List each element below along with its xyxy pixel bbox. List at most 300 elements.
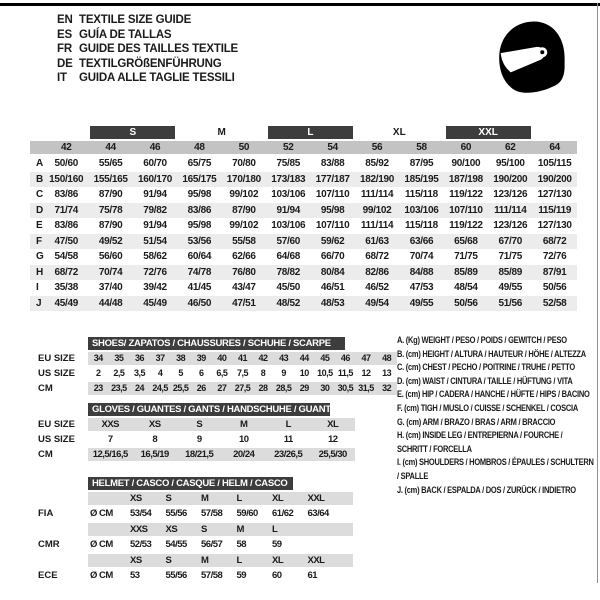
measurement-value: 83/86 (54, 220, 78, 232)
textile-group-header-row (30, 126, 577, 139)
shoes-value: 30 (320, 383, 330, 394)
measurement-value: 190/200 (493, 173, 528, 185)
helmet-value: 61/62 (272, 508, 294, 520)
helmet-value: 57/58 (201, 508, 223, 520)
measurement-value: 170/180 (226, 173, 261, 185)
helmet-row-band (88, 492, 353, 505)
measurement-value: 71/74 (54, 204, 78, 216)
shoes-value: 5 (178, 368, 183, 379)
helmet-value: L (236, 492, 242, 504)
helmet-row-label: ECE (38, 570, 58, 582)
row-label: E (36, 220, 43, 232)
measurement-value: 75/85 (276, 158, 300, 170)
legend-item: F. (cm) TIGH / MUSLO / CUISSE / SCHENKEL / COSCIA (397, 402, 578, 413)
measurement-value: 44/48 (98, 297, 123, 309)
shoes-value: 32 (382, 383, 392, 394)
measurement-value: 123/126 (493, 220, 528, 232)
measurement-value: 107/110 (315, 189, 350, 201)
measurement-value: 70/74 (409, 251, 434, 263)
measurement-value: 48/53 (320, 297, 345, 309)
legend-item: A. (Kg) WEIGHT / PESO / POIDS / GEWITCH / PESO (397, 335, 567, 345)
shoes-row (30, 352, 397, 365)
size-group-XXL: XXL (444, 126, 533, 139)
measurement-value: 160/170 (137, 173, 173, 185)
helmet-value: XL (272, 492, 284, 504)
textile-row-F (30, 234, 577, 250)
helmet-value: 57/58 (201, 570, 223, 582)
row-label: I (36, 282, 39, 294)
gloves-value: 8 (152, 433, 158, 445)
measurement-value: 87/90 (98, 189, 123, 201)
shoes-size-table (30, 337, 397, 397)
shoes-row-label: US SIZE (38, 367, 75, 379)
measurement-value: 155/165 (93, 173, 128, 185)
shoes-value: 40 (217, 353, 227, 364)
gloves-row-label: US SIZE (38, 433, 75, 445)
size-number: 56 (371, 141, 383, 153)
measurement-value: 111/114 (360, 220, 394, 232)
measurement-value: 46/50 (187, 297, 212, 309)
textile-row-J (30, 296, 577, 312)
size-number: 60 (460, 141, 472, 153)
measurement-value: 45/49 (54, 297, 78, 309)
size-number: 42 (60, 141, 72, 153)
gloves-size-table (30, 403, 355, 463)
measurement-value: 87/90 (232, 204, 256, 216)
helmet-row (30, 492, 353, 505)
measurement-value: 119/122 (449, 220, 483, 232)
measurement-value: 123/126 (493, 189, 528, 201)
gloves-row-band (88, 418, 355, 431)
gloves-value: 9 (196, 433, 202, 445)
measurement-value: 55/58 (232, 235, 256, 247)
shoes-value: 24 (134, 383, 144, 394)
measurement-value: 72/76 (542, 251, 567, 263)
row-label: F (36, 235, 43, 247)
shoes-value: 48 (382, 353, 392, 364)
textile-size-number-row (30, 141, 577, 154)
helmet-row-label (30, 554, 88, 567)
size-group-blank (30, 126, 88, 139)
size-number: 50 (238, 141, 250, 153)
measurement-value: 87/91 (542, 266, 567, 278)
measurement-value: 35/38 (54, 282, 78, 294)
helmet-unit-label: Ø CM (90, 508, 113, 520)
helmet-value: XXL (307, 492, 325, 504)
legend-item: D. (cm) WAIST / CINTURA / TAILLE / HÜFTUNG / VITA (397, 375, 573, 386)
gloves-row-label: EU SIZE (38, 418, 75, 430)
helmet-value: XL (272, 554, 284, 566)
legend-item: B. (cm) HEIGHT / ALTURA / HAUTEUR / HÖHE / ALTEZZA (397, 348, 586, 359)
measurement-value: 82/86 (365, 266, 389, 278)
racing-helmet-icon (493, 17, 570, 103)
measurement-value: 70/80 (232, 158, 256, 170)
helmet-row-label (30, 523, 88, 536)
textile-row-H (30, 265, 577, 281)
shoes-value: 23 (93, 383, 103, 394)
helmet-row (30, 554, 353, 567)
shoes-value: 7,5 (236, 368, 248, 379)
measurement-value: 66/70 (320, 251, 345, 263)
measurement-value: 68/72 (365, 251, 389, 263)
size-number: 48 (194, 141, 205, 153)
shoes-row-label: CM (38, 382, 53, 394)
measurement-value: 51/54 (143, 235, 167, 247)
language-title: GUIDA ALLE TAGLIE TESSILI (79, 72, 235, 84)
measurement-value: 105/115 (537, 158, 572, 170)
measurement-value: 49/54 (365, 297, 389, 309)
helmet-value: 60 (272, 570, 282, 582)
measurement-value: 75/78 (98, 204, 123, 216)
language-code: FR (57, 43, 72, 55)
language-title: TEXTILGRÖßENFÜHRUNG (79, 57, 222, 70)
gloves-table-rows (30, 418, 355, 461)
measurement-value: 46/52 (365, 282, 389, 294)
gloves-value: XXS (101, 418, 119, 430)
shoes-value: 11,5 (337, 368, 353, 379)
helmet-value: S (165, 554, 172, 566)
helmet-value: M (201, 554, 209, 566)
measurement-value: 72/76 (143, 266, 167, 278)
measurement-value: 56/60 (98, 251, 123, 263)
textile-size-table (30, 126, 577, 311)
measurement-value: 165/175 (182, 173, 217, 185)
gloves-value: L (285, 418, 291, 430)
measurement-value: 49/55 (498, 282, 523, 294)
language-row (57, 42, 238, 57)
measurement-value: 71/75 (454, 251, 478, 263)
legend-item: G. (cm) ARM / BRAZO / BRAS / ARM / BRACCIO (397, 416, 556, 427)
top-border-line (0, 3, 600, 6)
size-number: 54 (327, 141, 338, 153)
language-title: GUÍA DE TALLAS (79, 28, 172, 41)
gloves-value: 7 (107, 433, 113, 445)
helmet-value: L (236, 554, 242, 566)
shoes-value: 6 (199, 368, 204, 379)
helmet-value: S (165, 492, 172, 504)
measurement-value: 84/88 (409, 266, 434, 278)
size-number: 44 (105, 141, 116, 153)
measurement-value: 50/60 (54, 158, 78, 170)
size-number: 46 (149, 141, 161, 153)
measurement-value: 95/98 (187, 220, 212, 232)
size-group-M: M (217, 126, 226, 138)
measurement-value: 45/49 (143, 297, 167, 309)
measurement-value: 61/63 (365, 235, 389, 247)
measurement-value: 83/86 (187, 204, 212, 216)
textile-row-A (30, 156, 577, 172)
measurement-value: 95/98 (320, 204, 345, 216)
shoes-value: 47 (361, 353, 371, 364)
shoes-value: 10,5 (317, 368, 333, 379)
measurement-value: 53/56 (187, 235, 212, 247)
measurement-value: 49/55 (409, 297, 434, 309)
shoes-value: 6,5 (216, 368, 228, 379)
shoes-value: 28 (258, 383, 268, 394)
right-border-line (597, 3, 598, 583)
language-code: DE (57, 57, 73, 70)
helmet-row-band (88, 523, 353, 536)
helmet-value: 54/55 (165, 539, 187, 551)
shoes-row-label: EU SIZE (38, 352, 75, 364)
legend-item: E. (cm) HIP / CADERA / HANCHE / HÜFTE / HIPS / BACINO (397, 389, 590, 400)
measurement-value: 54/58 (54, 251, 78, 263)
measurement-value: 91/94 (276, 204, 300, 216)
shoes-value: 13 (382, 368, 392, 379)
measurement-value: 74/78 (187, 266, 212, 278)
measurement-value: 78/82 (276, 266, 300, 278)
measurement-value: 50/56 (542, 282, 567, 294)
measurement-value: 60/70 (143, 158, 167, 170)
language-header (57, 13, 238, 86)
helmet-row (30, 523, 353, 536)
measurement-legend (397, 334, 594, 497)
shoes-value: 27,5 (234, 383, 251, 394)
helmet-value: XXS (130, 523, 148, 535)
shoes-value: 45 (320, 353, 330, 364)
size-group-XL: XL (392, 126, 406, 138)
measurement-value: 55/65 (98, 158, 123, 170)
measurement-value: 85/92 (365, 158, 389, 170)
shoes-value: 29 (299, 383, 309, 394)
shoes-value: 38 (176, 353, 186, 364)
size-number: 58 (416, 141, 427, 153)
shoes-row (30, 382, 397, 395)
measurement-value: 115/118 (404, 189, 438, 201)
size-group-L: L (266, 126, 355, 139)
gloves-value: 11 (283, 433, 293, 445)
helmet-value: 52/53 (130, 539, 152, 551)
measurement-value: 95/98 (187, 189, 212, 201)
legend-item: I. (cm) SHOULDERS / HOMBROS / ÉPAULES / SCHULTERN / SPALLE (397, 457, 594, 481)
language-row (57, 28, 238, 43)
shoes-row-band (88, 352, 397, 365)
measurement-value: 107/110 (315, 220, 350, 232)
measurement-value: 111/114 (494, 204, 527, 216)
row-label: B (36, 173, 44, 185)
helmet-value: XS (130, 492, 142, 504)
size-group-blank (533, 126, 577, 139)
helmet-value: 56/57 (201, 539, 223, 551)
helmet-value (303, 539, 339, 552)
gloves-value: 10 (238, 433, 249, 445)
measurement-value: 83/86 (54, 189, 78, 201)
measurement-value: 119/122 (449, 189, 483, 201)
size-group-S: S (88, 126, 177, 139)
shoes-value: 27 (217, 383, 227, 394)
measurement-value: 43/47 (232, 282, 256, 294)
helmet-value: 63/64 (307, 508, 329, 520)
measurement-value: 99/102 (229, 220, 259, 232)
helmet-value: 59 (272, 539, 282, 551)
gloves-row-band (88, 448, 355, 461)
helmet-row-label (30, 492, 88, 505)
helmet-unit-label: Ø CM (90, 539, 113, 551)
gloves-value: XS (148, 418, 161, 430)
helmet-unit-label (88, 492, 125, 505)
row-label: C (36, 189, 44, 201)
gloves-value: M (240, 418, 248, 430)
gloves-row-band (88, 433, 355, 446)
shoes-value: 46 (340, 353, 350, 364)
legend-item: C. (cm) CHEST / PECHO / POITRINE / TRUHE / PETTO (397, 362, 575, 373)
measurement-value: 85/89 (454, 266, 478, 278)
shoes-value: 42 (258, 353, 268, 364)
measurement-value: 46/51 (320, 282, 345, 294)
shoes-value: 30,5 (337, 383, 354, 394)
helmet-row-band (88, 508, 353, 521)
gloves-row (30, 418, 355, 431)
measurement-value: 47/51 (232, 297, 256, 309)
measurement-value: 64/68 (276, 251, 300, 263)
measurement-value: 187/198 (448, 173, 483, 185)
shoes-value: 44 (299, 353, 309, 364)
helmet-value: 58 (236, 539, 247, 551)
measurement-value: 103/106 (404, 204, 439, 216)
gloves-value: 23/26,5 (274, 448, 303, 460)
measurement-value: 57/60 (276, 235, 300, 247)
measurement-value: 177/187 (315, 173, 350, 185)
row-label: D (36, 204, 44, 216)
row-label: A (36, 158, 44, 170)
measurement-value: 60/64 (187, 251, 212, 263)
measurement-value: 45/50 (276, 282, 300, 294)
measurement-value: 39/42 (143, 282, 167, 294)
measurement-value: 173/183 (271, 173, 306, 185)
measurement-value: 99/102 (362, 204, 392, 216)
helmet-row-label: CMR (38, 539, 60, 551)
measurement-value: 62/66 (232, 251, 256, 263)
helmet-table-rows (30, 492, 353, 582)
textile-row-C (30, 187, 577, 203)
helmet-value: 53/54 (130, 508, 152, 520)
measurement-value: 185/195 (404, 173, 439, 185)
helmet-unit-label (88, 523, 125, 536)
measurement-value: 49/52 (98, 235, 123, 247)
measurement-value: 63/66 (409, 235, 434, 247)
textile-row-G (30, 249, 577, 265)
measurement-value: 51/56 (498, 297, 523, 309)
measurement-value: 41/45 (187, 282, 212, 294)
measurement-value: 71/75 (498, 251, 523, 263)
helmet-value: 59/60 (236, 508, 258, 520)
shoes-value: 12 (361, 368, 371, 379)
gloves-value: 16,5/19 (140, 448, 169, 460)
gloves-row (30, 433, 355, 446)
measurement-value: 48/54 (454, 282, 478, 294)
measurement-value: 182/190 (360, 173, 395, 185)
shoes-value: 24,5 (152, 383, 168, 394)
helmet-unit-label (88, 554, 125, 567)
textile-row-E (30, 218, 577, 234)
gloves-row-label: CM (38, 448, 53, 460)
helmet-row (30, 570, 353, 583)
measurement-value: 65/75 (187, 158, 212, 170)
shoes-table-rows (30, 352, 397, 395)
gloves-value: 20/24 (233, 448, 255, 460)
measurement-value: 50/56 (454, 297, 478, 309)
helmet-value: L (272, 523, 278, 535)
shoes-value: 2,5 (113, 368, 125, 379)
measurement-value: 99/102 (229, 189, 259, 201)
helmet-value: 53 (130, 570, 140, 582)
gloves-table-title: GLOVES / GUANTES / GANTS / HANDSCHUHE / GUANTI (88, 403, 330, 416)
measurement-value: 65/68 (454, 235, 478, 247)
language-row (57, 71, 238, 86)
measurement-value: 95/100 (495, 158, 525, 170)
shoes-value: 37 (155, 353, 165, 364)
shoes-value: 34 (93, 353, 103, 364)
language-row (57, 57, 238, 72)
measurement-value: 127/130 (537, 220, 572, 232)
measurement-value: 90/100 (451, 158, 481, 170)
helmet-value: 61 (307, 570, 318, 582)
textile-row-I (30, 280, 577, 296)
measurement-value: 80/84 (320, 266, 345, 278)
measurement-value: 59/62 (320, 235, 345, 247)
measurement-value: 127/130 (537, 189, 572, 201)
measurement-value: 91/94 (143, 189, 167, 201)
helmet-size-table (30, 477, 353, 585)
measurement-value: 79/82 (143, 204, 167, 216)
measurement-value: 47/53 (409, 282, 434, 294)
measurement-value: 103/106 (271, 189, 306, 201)
helmet-unit-label: Ø CM (90, 570, 113, 582)
language-title: TEXTILE SIZE GUIDE (79, 14, 192, 26)
gloves-value: 12 (327, 433, 338, 445)
measurement-value: 190/200 (537, 173, 572, 185)
helmet-value: 59 (236, 570, 247, 582)
shoes-table-title: SHOES/ ZAPATOS / CHAUSSURES / SCHUHE / SCARPE (88, 337, 345, 350)
shoes-value: 9 (281, 368, 286, 379)
shoes-value: 31,5 (358, 383, 374, 394)
language-code: IT (57, 72, 67, 84)
textile-row-B (30, 172, 577, 188)
measurement-value: 111/114 (360, 189, 394, 201)
gloves-value: 18/21,5 (185, 448, 214, 460)
language-code: EN (57, 14, 73, 26)
language-code: ES (57, 28, 72, 41)
measurement-value: 52/58 (542, 297, 567, 309)
shoes-value: 4 (157, 368, 163, 379)
shoes-row (30, 367, 397, 380)
shoes-value: 10 (299, 368, 309, 379)
language-row (57, 13, 238, 28)
helmet-value: M (201, 492, 209, 504)
shoes-value: 23,5 (111, 383, 127, 394)
helmet-row-band (88, 554, 353, 567)
helmet-row-band (88, 570, 353, 583)
row-label: J (36, 297, 42, 309)
measurement-value: 47/50 (54, 235, 78, 247)
gloves-value: 25,5/30 (318, 448, 347, 460)
measurement-value: 68/72 (54, 266, 78, 278)
shoes-value: 35 (114, 353, 124, 364)
helmet-row (30, 508, 353, 521)
size-number: 62 (505, 141, 516, 153)
shoes-row-band (88, 382, 397, 395)
row-label: G (36, 251, 44, 263)
measurement-value: 76/80 (232, 266, 256, 278)
helmet-value: 55/56 (165, 508, 187, 520)
gloves-value: 12,5/16,5 (92, 448, 128, 460)
shoes-row-band (88, 367, 397, 380)
helmet-value: XXL (307, 554, 325, 566)
shoes-value: 41 (237, 353, 247, 364)
measurement-value: 87/95 (409, 158, 434, 170)
gloves-row (30, 448, 355, 461)
measurement-value: 37/40 (98, 282, 123, 294)
